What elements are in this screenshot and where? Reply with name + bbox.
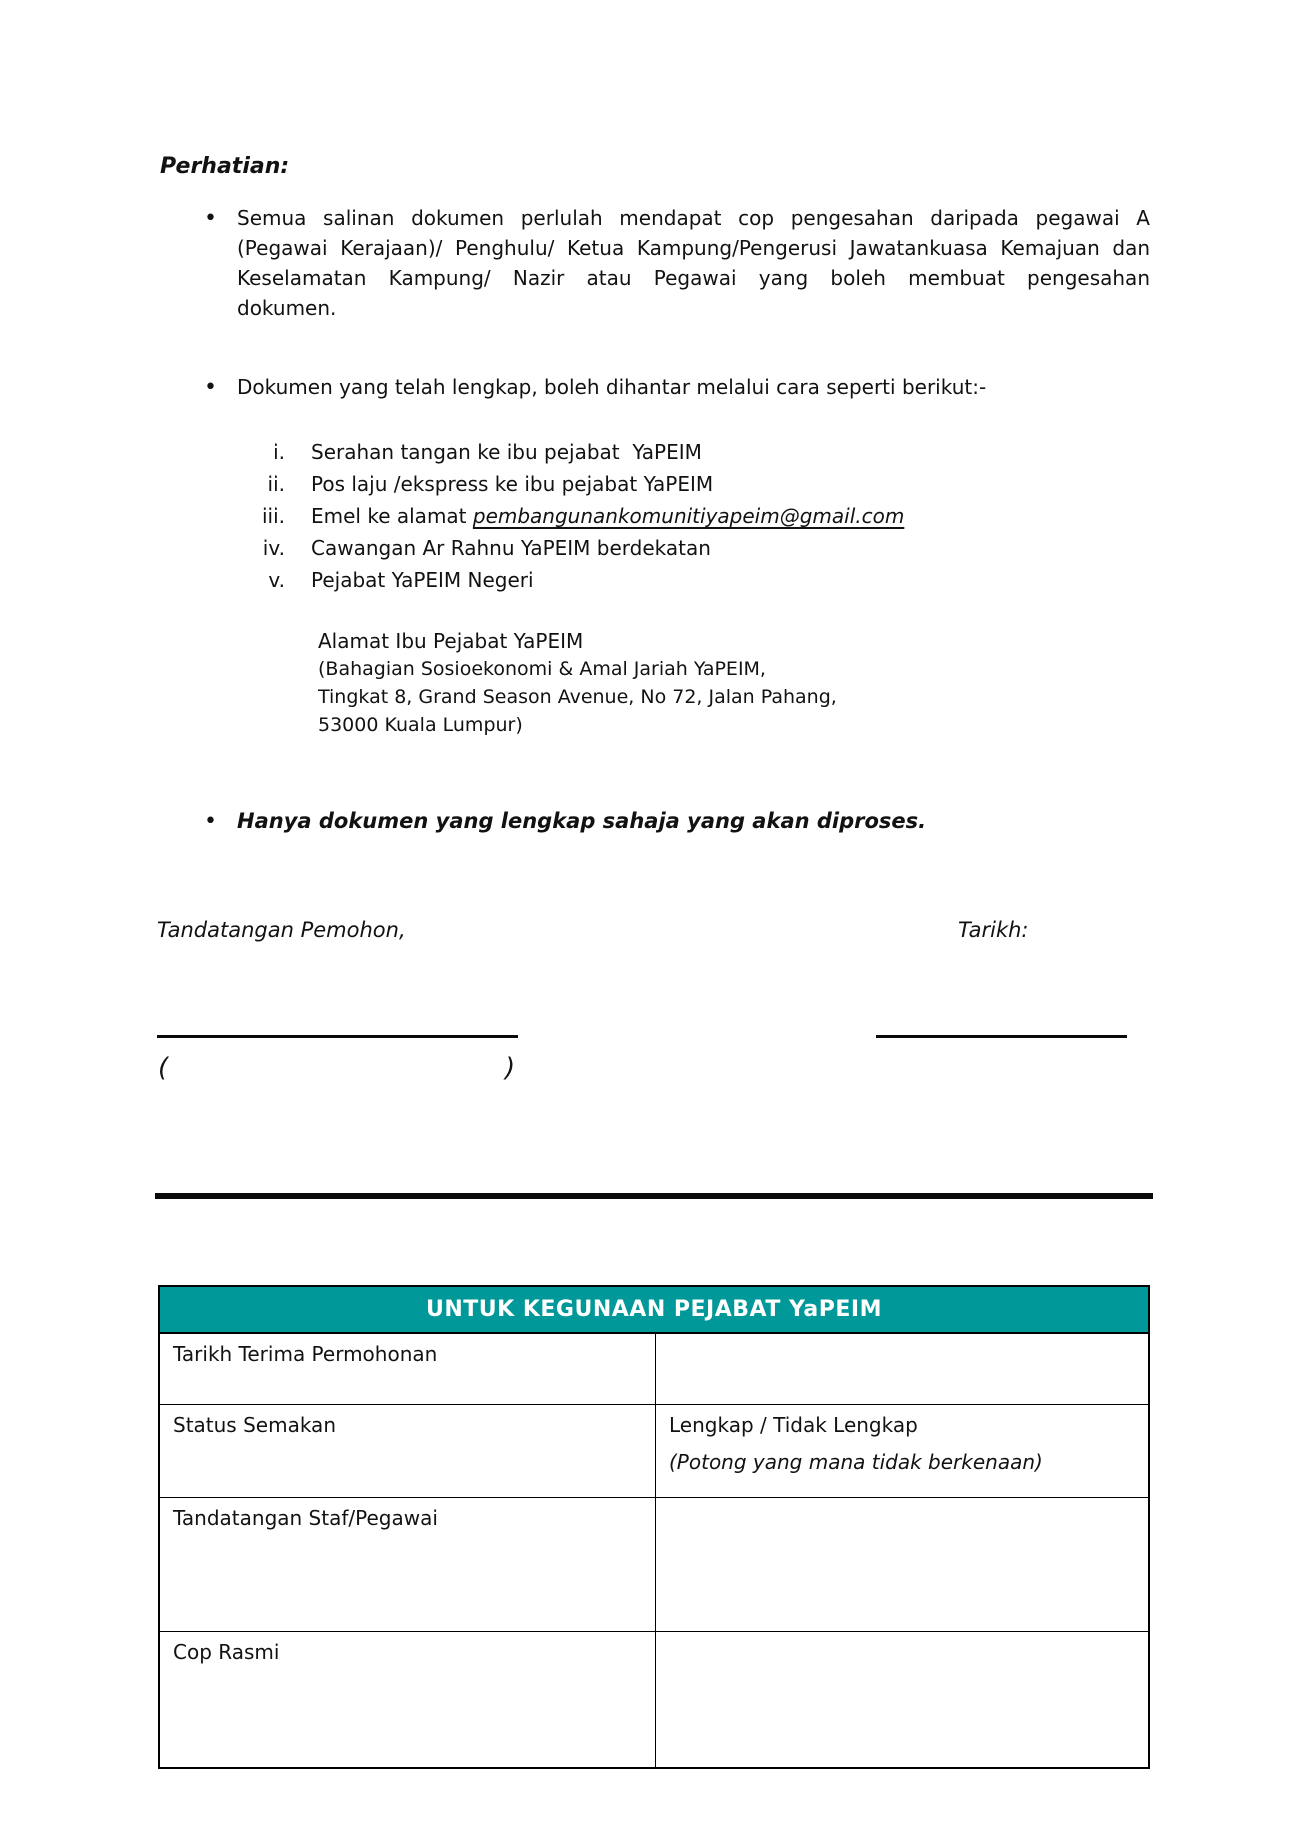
submission-item-3-text: [311, 500, 904, 532]
date-label: Tarikh:: [958, 918, 1029, 942]
hq-address-line-3: 53000 Kuala Lumpur): [318, 714, 523, 736]
email-prefix-text: Emel ke alamat: [311, 504, 473, 528]
submission-item-2-text: Pos laju /ekspress ke ibu pejabat YaPEIM: [311, 472, 714, 496]
row-label-tandatangan-staf: Tandatangan Staf/Pegawai: [160, 1498, 656, 1631]
status-note-text: (Potong yang mana tidak berkenaan): [669, 1450, 1043, 1474]
notice-bullet-1-text: Semua salinan dokumen perlulah mendapat cop pengesahan daripada pegawai A (Pegawai Kerajaan)/ Penghulu/ Ketua Kampung/Pengerusi Jawatankuasa Kemajuan dan Keselamatan Kampung/ Nazir atau Pegawai yang boleh membuat pengesahan dokumen.: [237, 206, 1150, 320]
hq-address-title: Alamat Ibu Pejabat YaPEIM: [318, 629, 584, 653]
office-table-header: UNTUK KEGUNAAN PEJABAT YaPEIM: [160, 1287, 1148, 1334]
table-row: [160, 1498, 1148, 1632]
notice-bullet-2-text: Dokumen yang telah lengkap, boleh dihantar melalui cara seperti berikut:-: [237, 375, 987, 399]
submission-item-4-text: Cawangan Ar Rahnu YaPEIM berdekatan: [311, 536, 711, 560]
submission-item-5: [240, 564, 1060, 596]
hq-address-block: [318, 627, 837, 739]
name-paren-close: ): [505, 1053, 516, 1083]
hq-address-line-1: (Bahagian Sosioekonomi & Amal Jariah YaPEIM,: [318, 658, 766, 680]
list-numeral: ii.: [267, 472, 285, 496]
row-value-status-semakan: [656, 1405, 1148, 1497]
bullet-icon: •: [204, 206, 217, 231]
submission-item-2: [240, 468, 1060, 500]
email-link[interactable]: pembangunankomunitiyapeim@gmail.com: [472, 504, 905, 528]
notice-bullet-2: [204, 372, 1150, 402]
date-line: [876, 1035, 1127, 1038]
applicant-signature-label: Tandatangan Pemohon,: [157, 918, 406, 942]
row-value-tarikh-terima: [656, 1334, 1148, 1404]
submission-item-1-text: Serahan tangan ke ibu pejabat YaPEIM: [311, 440, 702, 464]
list-numeral: i.: [273, 440, 285, 464]
list-numeral: v.: [268, 568, 285, 592]
section-divider: [155, 1193, 1153, 1199]
row-value-tandatangan-staf: [656, 1498, 1148, 1631]
list-numeral: iv.: [262, 536, 285, 560]
notice-bullet-3: [204, 806, 1150, 836]
table-row: [160, 1334, 1148, 1405]
notice-bullet-3-text: Hanya dokumen yang lengkap sahaja yang akan diproses.: [237, 809, 927, 833]
row-label-cop-rasmi: Cop Rasmi: [160, 1632, 656, 1767]
row-label-status-semakan: Status Semakan: [160, 1405, 656, 1497]
submission-item-5-text: Pejabat YaPEIM Negeri: [311, 568, 534, 592]
submission-item-3: [240, 500, 1060, 532]
submission-item-4: [240, 532, 1060, 564]
hq-address-line-2: Tingkat 8, Grand Season Avenue, No 72, Jalan Pahang,: [318, 686, 837, 708]
bullet-icon: •: [204, 375, 217, 400]
list-numeral: iii.: [261, 504, 285, 528]
submission-methods-list: [240, 436, 1060, 596]
row-label-tarikh-terima: Tarikh Terima Permohonan: [160, 1334, 656, 1404]
submission-item-1: [240, 436, 1060, 468]
applicant-signature-line: [157, 1035, 518, 1038]
table-row: [160, 1632, 1148, 1767]
table-row: [160, 1405, 1148, 1498]
name-paren-open: (: [158, 1053, 169, 1083]
office-use-table: [158, 1285, 1150, 1769]
notice-bullet-1: [204, 203, 1150, 323]
bullet-icon: •: [204, 809, 217, 834]
perhatian-heading: Perhatian:: [160, 154, 290, 179]
status-options-text: Lengkap / Tidak Lengkap: [669, 1413, 918, 1437]
row-value-cop-rasmi: [656, 1632, 1148, 1767]
